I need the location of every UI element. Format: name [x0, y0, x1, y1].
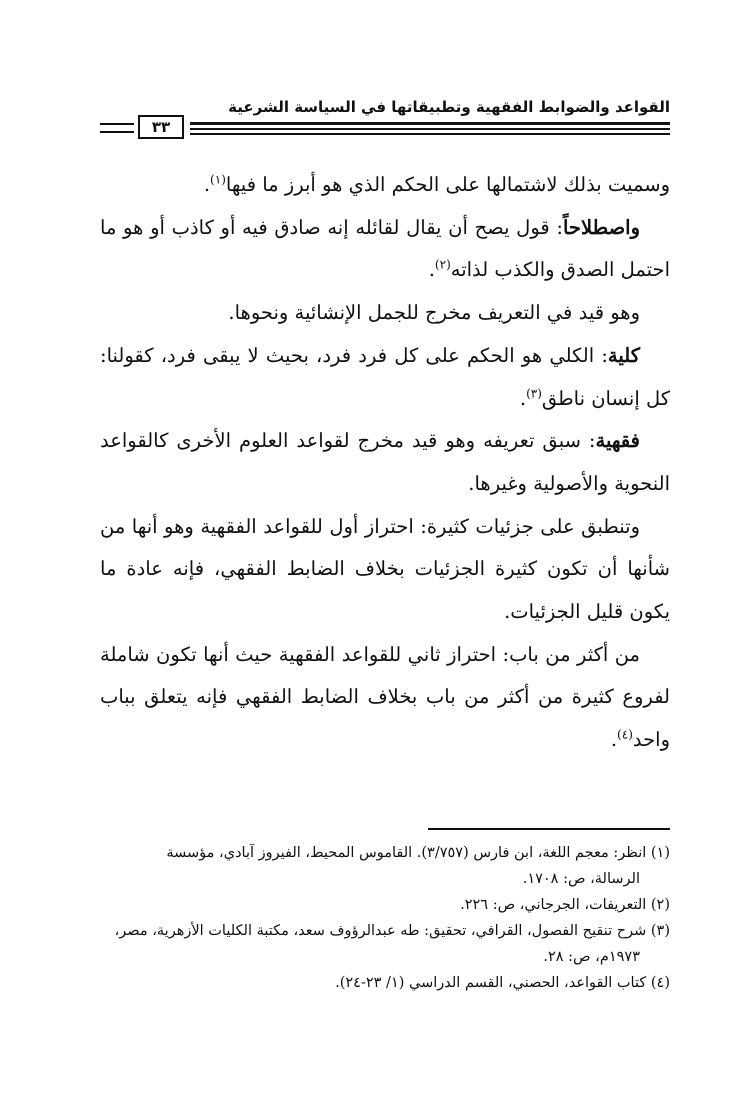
text-span: : الكلي هو الحكم على كل فرد فرد، بحيث لا يبقى فرد، كقولنا: كل إنسان ناطق — [100, 343, 670, 410]
footnote-ref: (٢) — [434, 257, 451, 272]
paragraph — [100, 335, 670, 420]
defined-term: فقهية — [595, 429, 640, 453]
paragraph — [100, 420, 670, 505]
footnote-separator — [428, 828, 670, 830]
page-header — [100, 98, 670, 142]
footnote: الرسالة، ص: ١٧٠٨. — [522, 871, 640, 887]
header-rule — [190, 133, 670, 135]
text-span: : سبق تعريفه وهو قيد مخرج لقواعد العلوم الأخرى كالقواعد النحوية والأصولية وغيرها. — [100, 429, 670, 495]
main-text — [100, 164, 670, 762]
footnotes — [100, 840, 670, 996]
header-rule — [100, 123, 134, 125]
paragraph — [100, 207, 670, 292]
paragraph — [100, 506, 670, 634]
header-rule — [100, 131, 134, 133]
footnote: (٤) كتاب القواعد، الحصني، القسم الدراسي (١/ ٢٣-٢٤). — [335, 975, 670, 991]
text-span: . — [610, 728, 618, 752]
header-rule — [190, 128, 670, 130]
footnote-ref: (١) — [210, 172, 226, 187]
footnote: ١٩٧٣م، ص: ٢٨. — [543, 949, 640, 965]
defined-term: كلية — [607, 343, 640, 367]
page-number: ٣٣ — [138, 115, 184, 139]
running-title: القواعد والضوابط الفقهية وتطبيقاتها في السياسة الشرعية — [228, 98, 670, 116]
paragraph — [100, 634, 670, 762]
paragraph — [100, 292, 670, 335]
text-span: وهو قيد في التعريف مخرج للجمل الإنشائية ونحوها. — [228, 301, 640, 325]
text-span: : قول يصح أن يقال لقائله إنه صادق فيه أو كاذب أو هو ما احتمل الصدق والكذب لذاته — [100, 215, 670, 282]
header-rule — [190, 122, 670, 125]
text-span: . — [203, 173, 211, 196]
footnote: (١) انظر: معجم اللغة، ابن فارس (٣/٧٥٧). القاموس المحيط، الفيروز آبادي، مؤسسة — [166, 845, 670, 861]
footnote: (٣) شرح تنقيح الفصول، القرافي، تحقيق: طه عبدالرؤوف سعد، مكتبة الكليات الأزهرية، مصر، — [114, 923, 670, 939]
text-span: وتنطبق على جزئيات كثيرة: احتراز أول للقواعد الفقهية وهو أنها من شأنها أن تكون كثيرة الجزئيات بخلاف الضابط الفقهي، فإنه عادة ما يكون قليل الجزئيات. — [100, 514, 670, 624]
footnote: (٢) التعريفات، الجرجاني، ص: ٢٢٦. — [460, 897, 670, 913]
footnote-ref: (٣) — [526, 386, 542, 401]
text-span: . — [428, 258, 435, 282]
defined-term: واصطلاحاً — [562, 215, 640, 239]
footnote-ref: (٤) — [617, 727, 633, 742]
paragraph — [100, 164, 670, 207]
text-span: . — [519, 386, 527, 410]
text-span: من أكثر من باب: احتراز ثاني للقواعد الفقهية حيث أنها تكون شاملة لفروع كثيرة من أكثر من باب بخلاف الضابط الفقهي فإنه يتعلق بباب واحد — [100, 642, 670, 752]
text-span: وسميت بذلك لاشتمالها على الحكم الذي هو أبرز ما فيها — [225, 173, 670, 196]
